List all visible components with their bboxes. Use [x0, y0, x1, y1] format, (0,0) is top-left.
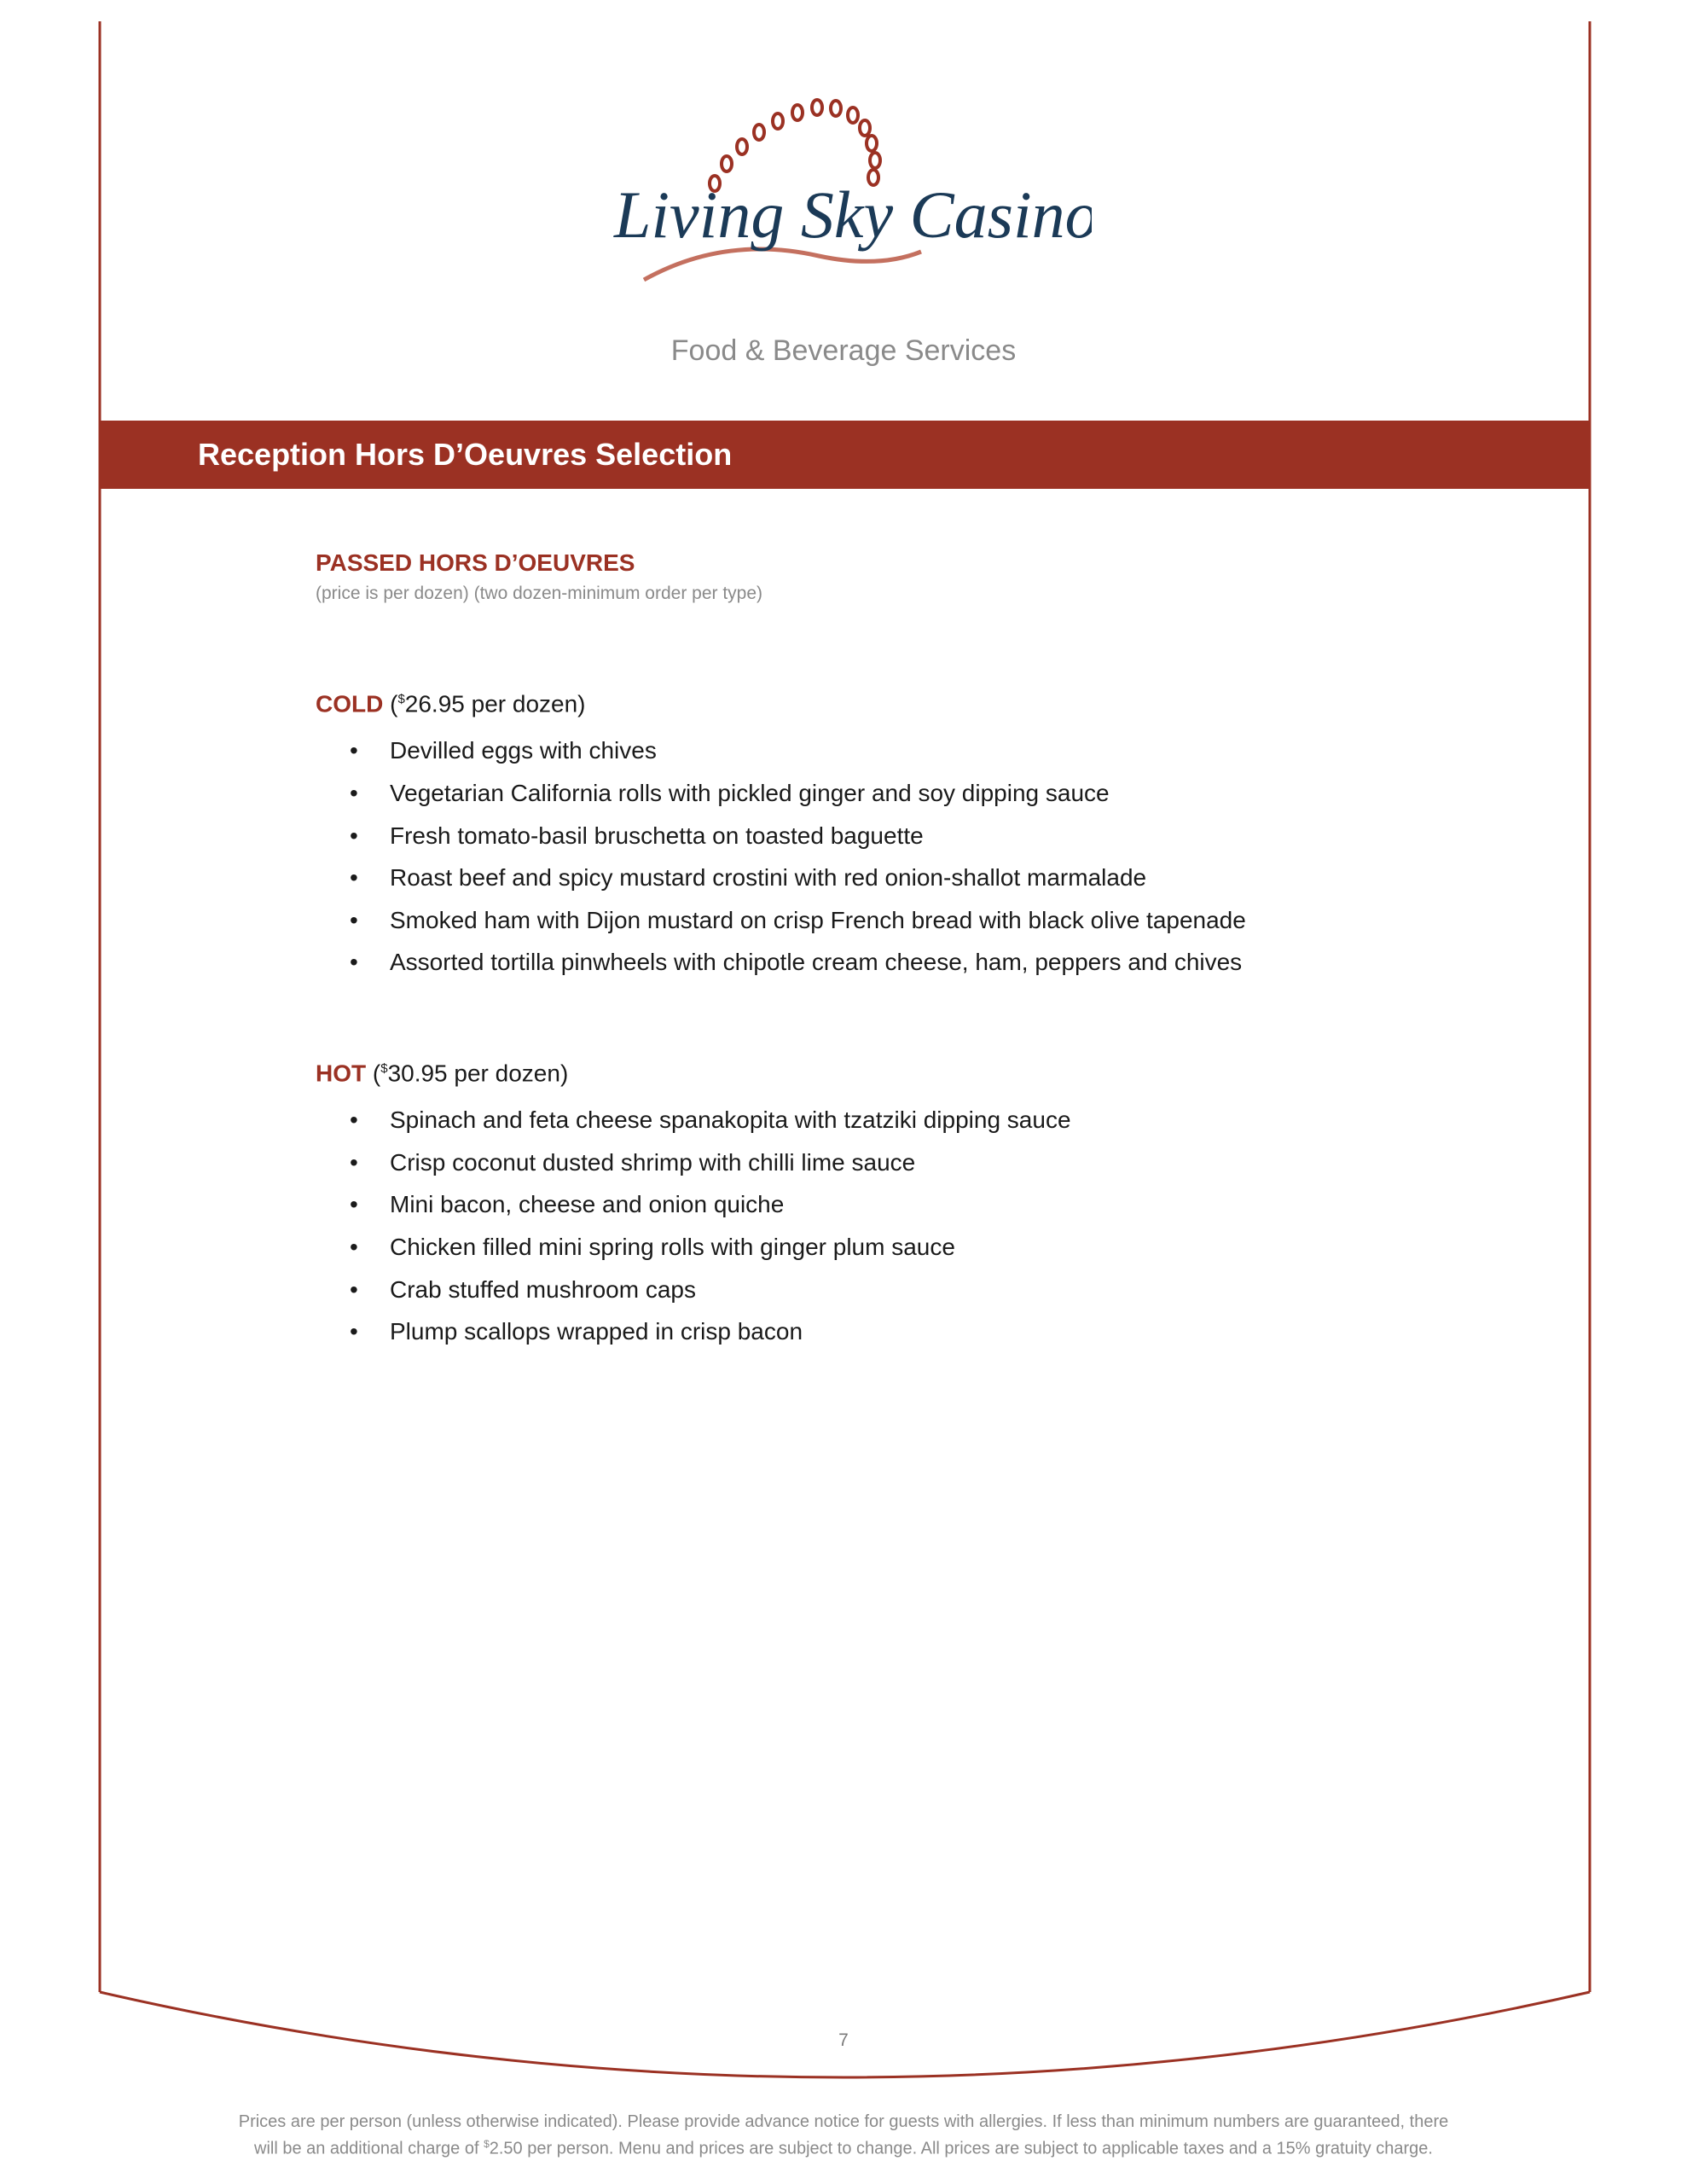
bullet-icon: •	[350, 1275, 358, 1303]
logo-wordmark: Living Sky Casino	[614, 177, 1092, 252]
menu-item-list	[316, 1099, 1493, 1353]
list-item: • Spinach and feta cheese spanakopita with tzatziki dipping sauce	[316, 1099, 1493, 1141]
page-number: 7	[838, 2030, 849, 2050]
list-item: • Assorted tortilla pinwheels with chipotle cream cheese, ham, peppers and chives	[316, 941, 1493, 984]
menu-group-cold	[316, 682, 1493, 984]
footer-line-2: will be an additional charge of $2.50 per person. Menu and prices are subject to change. All prices are subject to applicable taxes and a 15% gratuity charge.	[254, 2138, 1433, 2158]
group-title: COLD ($26.95 per dozen)	[316, 690, 586, 717]
section-banner	[100, 421, 1590, 489]
bullet-icon: •	[350, 822, 358, 849]
bullet-icon: •	[350, 906, 358, 933]
menu-group-hot	[316, 1052, 1493, 1353]
bullet-icon: •	[350, 1191, 358, 1218]
currency-symbol: $	[380, 1060, 388, 1076]
footer-disclaimer	[171, 2111, 1516, 2160]
section-heading: PASSED HORS D’OEUVRES	[316, 549, 635, 576]
bullet-icon: •	[350, 737, 358, 764]
bullet-icon: •	[350, 949, 358, 976]
group-price: 30.95 per dozen	[387, 1060, 560, 1087]
list-item: • Vegetarian California rolls with pickled ginger and soy dipping sauce	[316, 772, 1493, 815]
logo-swoosh	[644, 249, 921, 280]
banner-title: Reception Hors D’Oeuvres Selection	[198, 437, 733, 472]
list-item: • Smoked ham with Dijon mustard on crisp French bread with black olive tapenade	[316, 899, 1493, 942]
bullet-icon: •	[350, 1107, 358, 1134]
bullet-icon: •	[350, 1148, 358, 1176]
bullet-icon: •	[350, 779, 358, 806]
group-label: HOT	[316, 1060, 367, 1087]
footer-line-1: Prices are per person (unless otherwise indicated). Please provide advance notice for guests with allergies. If less than minimum numbers are guaranteed, there	[238, 2112, 1449, 2131]
currency-symbol: $	[397, 692, 405, 706]
group-title: HOT ($30.95 per dozen)	[316, 1060, 569, 1087]
group-label: COLD	[316, 690, 384, 717]
list-item: • Chicken filled mini spring rolls with ginger plum sauce	[316, 1226, 1493, 1269]
list-item: • Plump scallops wrapped in crisp bacon	[316, 1310, 1493, 1353]
page-subtitle: Food & Beverage Services	[670, 334, 1017, 367]
brand-logo	[597, 85, 1092, 324]
list-item: • Devilled eggs with chives	[316, 729, 1493, 772]
list-item: • Roast beef and spicy mustard crostini with red onion-shallot marmalade	[316, 857, 1493, 899]
bullet-icon: •	[350, 1234, 358, 1260]
section-note: (price is per dozen) (two dozen-minimum order per type)	[316, 584, 763, 603]
list-item: • Crab stuffed mushroom caps	[316, 1269, 1493, 1311]
bullet-icon: •	[350, 864, 358, 892]
list-item: • Fresh tomato-basil bruschetta on toasted baguette	[316, 815, 1493, 857]
bullet-icon: •	[350, 1318, 358, 1345]
menu-content	[316, 546, 1493, 1353]
menu-item-list	[316, 729, 1493, 984]
currency-symbol: $	[484, 2138, 490, 2150]
list-item: • Crisp coconut dusted shrimp with chilli lime sauce	[316, 1141, 1493, 1184]
list-item: • Mini bacon, cheese and onion quiche	[316, 1183, 1493, 1226]
group-price: 26.95 per dozen	[404, 690, 578, 717]
